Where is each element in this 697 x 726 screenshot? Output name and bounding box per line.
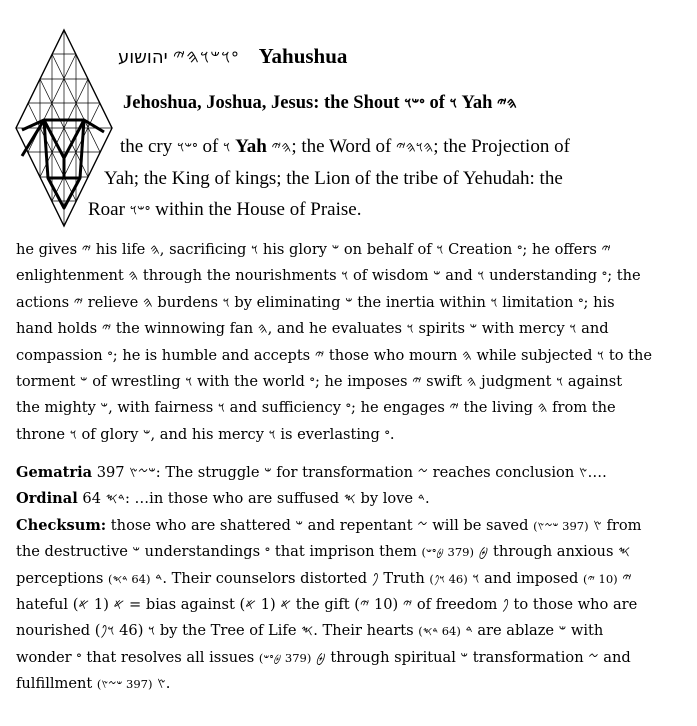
ordinal-line: Ordinal 64 𐤃𐤎: …in those who are suffused 𐤎 by love 𐤃. (16, 490, 430, 508)
checksum-label: Checksum: (16, 516, 107, 534)
checksum-line: nourished 𐤅 (46 𐤅𐤐) by the Tree of Life 𐤎. Their hearts 𐤃 (64 𐤃𐤎) are ablaze 𐤔 with (16, 622, 604, 640)
intro-line-2: Yah; the King of kings; the Lion of the tribe of Yehudah: the (104, 168, 563, 189)
checksum-line: perceptions 𐤃 (64 𐤃𐤎) . Their counselors distorted 𐤐 Truth 𐤅 (46 𐤅𐤐) and imposed 𐤉 (10 𐤉) (16, 569, 632, 587)
checksum-line: Checksum: those who are shattered 𐤔 and repentant 𐤆 will be saved 𐤑 (397 𐤔𐤆𐤑) from (16, 516, 642, 534)
body-line: actions 𐤉 relieve 𐤄 burdens 𐤅 by eliminating 𐤔 the inertia within 𐤅 limitation 𐤏; his (16, 293, 615, 311)
diamond-lattice-diagram (14, 28, 114, 228)
body-line: enlightenment 𐤄 through the nourishments 𐤅 of wisdom 𐤔 and 𐤅 understanding 𐤏; the (16, 267, 641, 285)
body-line: compassion 𐤏; he is humble and accepts 𐤉 those who mourn 𐤄 while subjected 𐤅 to the (16, 346, 653, 364)
gematria-line: Gematria 397 𐤔𐤆𐤑: The struggle 𐤔 for transformation 𐤆 reaches conclusion 𐤑…. (16, 464, 607, 481)
gematria-label: Gematria (16, 464, 93, 481)
body-line: hand holds 𐤉 the winnowing fan 𐤄, and he evaluates 𐤅 spirits 𐤔 with mercy 𐤅 and (16, 320, 609, 338)
numerology-section (16, 460, 684, 698)
body-paragraph (16, 237, 684, 448)
checksum-line: hateful 𐤀 (1 𐤀) = bias against 𐤀 (1 𐤀) the gift 𐤉 (10 𐤉) of freedom 𐤐 to those who are (16, 595, 638, 613)
paleo-hebrew-name: 𐤏𐤅𐤔𐤅𐤄𐤉 (172, 46, 240, 68)
body-line: he gives 𐤉 his life 𐤄, sacrificing 𐤅 his glory 𐤔 on behalf of 𐤅 Creation 𐤏; he offers 𐤉 (16, 241, 611, 258)
title-line (102, 44, 347, 69)
checksum-line: wonder 𐤏 that resolves all issues 𐤈 (379 𐤈𐤏𐤔) through spiritual 𐤔 transformation 𐤆 and (16, 648, 631, 666)
hebrew-name: יהושוע (118, 47, 168, 68)
intro-line-3: Roar 𐤏𐤔𐤅 within the House of Praise. (88, 199, 362, 220)
body-line: torment 𐤔 of wrestling 𐤅 with the world 𐤏; he imposes 𐤉 swift 𐤄 judgment 𐤅 against (16, 372, 623, 390)
checksum-line: the destructive 𐤔 understandings 𐤏 that imprison them 𐤈 (379 𐤈𐤏𐤔) through anxious 𐤎 (16, 543, 631, 561)
intro-line-1: the cry 𐤏𐤔𐤅 of 𐤅 Yah 𐤄𐤉; the Word of 𐤄𐤅𐤄𐤉; the Projection of (120, 136, 570, 157)
body-line: the mighty 𐤔, with fairness 𐤅 and sufficiency 𐤏; he engages 𐤉 the living 𐤄 from the (16, 399, 616, 417)
subtitle: Jehoshua, Joshua, Jesus: the Shout 𐤏𐤔𐤅 of 𐤅 Yah 𐤄𐤉 (123, 93, 517, 113)
checksum-line: fulfillment 𐤑 (397 𐤔𐤆𐤑) . (16, 675, 171, 693)
ordinal-label: Ordinal (16, 490, 78, 508)
body-line: throne 𐤅 of glory 𐤔, and his mercy 𐤅 is everlasting 𐤏. (16, 425, 395, 443)
page-title: Yahushua (258, 44, 348, 68)
